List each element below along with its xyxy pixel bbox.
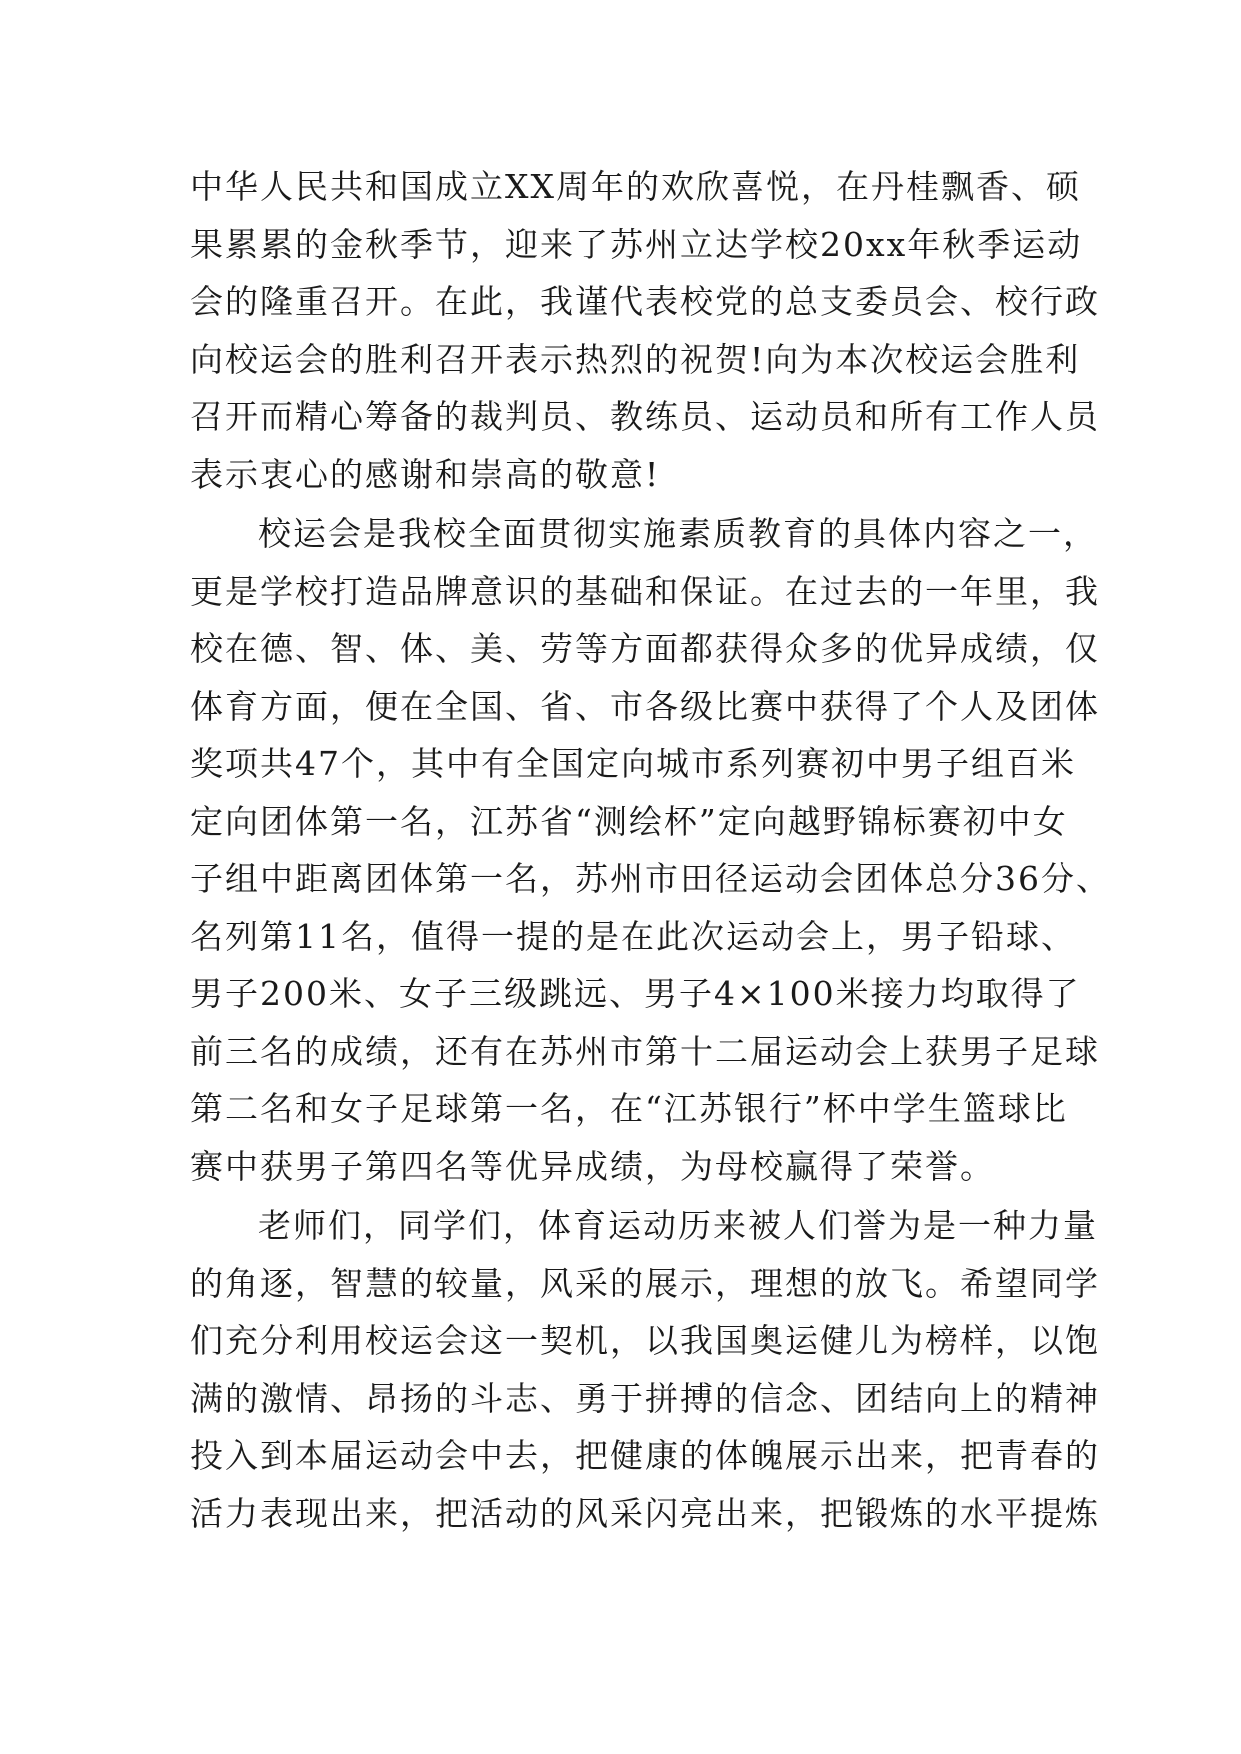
text-line: 们充分利用校运会这一契机，以我国奥运健儿为榜样，以饱	[190, 1321, 1100, 1360]
text-line: 更是学校打造品牌意识的基础和保证。在过去的一年里，我	[190, 571, 1100, 611]
text-line: 投入到本届运动会中去，把健康的体魄展示出来，把青春的	[190, 1436, 1100, 1475]
text-line: 向校运会的胜利召开表示热烈的祝贺!向为本次校运会胜利	[190, 339, 1081, 379]
text-line: 果累累的金秋季节，迎来了苏州立达学校20xx年秋季运动	[190, 224, 1083, 264]
text-line: 第二名和女子足球第一名，在“江苏银行”杯中学生篮球比	[190, 1089, 1068, 1128]
text-line: 奖项共47个，其中有全国定向城市系列赛初中男子组百米	[190, 744, 1076, 783]
text-line: 定向团体第一名，江苏省“测绘杯”定向越野锦标赛初中女	[190, 801, 1068, 841]
text-line: 校运会是我校全面贯彻实施素质教育的具体内容之一，	[258, 514, 1098, 553]
text-line: 的角逐，智慧的较量，风采的展示，理想的放飞。希望同学	[190, 1263, 1100, 1303]
text-line: 体育方面，便在全国、省、市各级比赛中获得了个人及团体	[190, 686, 1100, 726]
text-line: 活力表现出来，把活动的风采闪亮出来，把锻炼的水平提炼	[190, 1493, 1100, 1533]
text-line: 表示衷心的感谢和崇高的敬意!	[190, 454, 661, 494]
text-line: 校在德、智、体、美、劳等方面都获得众多的优异成绩，仅	[190, 629, 1100, 668]
document-body	[190, 158, 1111, 1542]
text-line: 会的隆重召开。在此，我谨代表校党的总支委员会、校行政	[190, 282, 1100, 321]
text-line: 中华人民共和国成立XX周年的欢欣喜悦，在丹桂飘香、硕	[190, 167, 1081, 206]
text-line: 前三名的成绩，还有在苏州市第十二届运动会上获男子足球	[190, 1031, 1100, 1071]
text-line: 赛中获男子第四名等优异成绩，为母校赢得了荣誉。	[190, 1146, 995, 1186]
text-line: 子组中距离团体第一名，苏州市田径运动会团体总分36分、	[190, 859, 1111, 898]
text-line: 召开而精心筹备的裁判员、教练员、运动员和所有工作人员	[190, 397, 1100, 436]
text-line: 名列第11名，值得一提的是在此次运动会上，男子铅球、	[190, 916, 1076, 956]
text-line: 男子200米、女子三级跳远、男子4×100米接力均取得了	[190, 974, 1081, 1013]
paragraph-achievements	[190, 505, 1111, 1195]
paragraph-address	[190, 1197, 1100, 1542]
text-line: 满的激情、昂扬的斗志、勇于拼搏的信念、团结向上的精神	[190, 1378, 1100, 1418]
text-line: 老师们，同学们，体育运动历来被人们誉为是一种力量	[258, 1206, 1098, 1245]
paragraph-opening	[190, 158, 1100, 503]
